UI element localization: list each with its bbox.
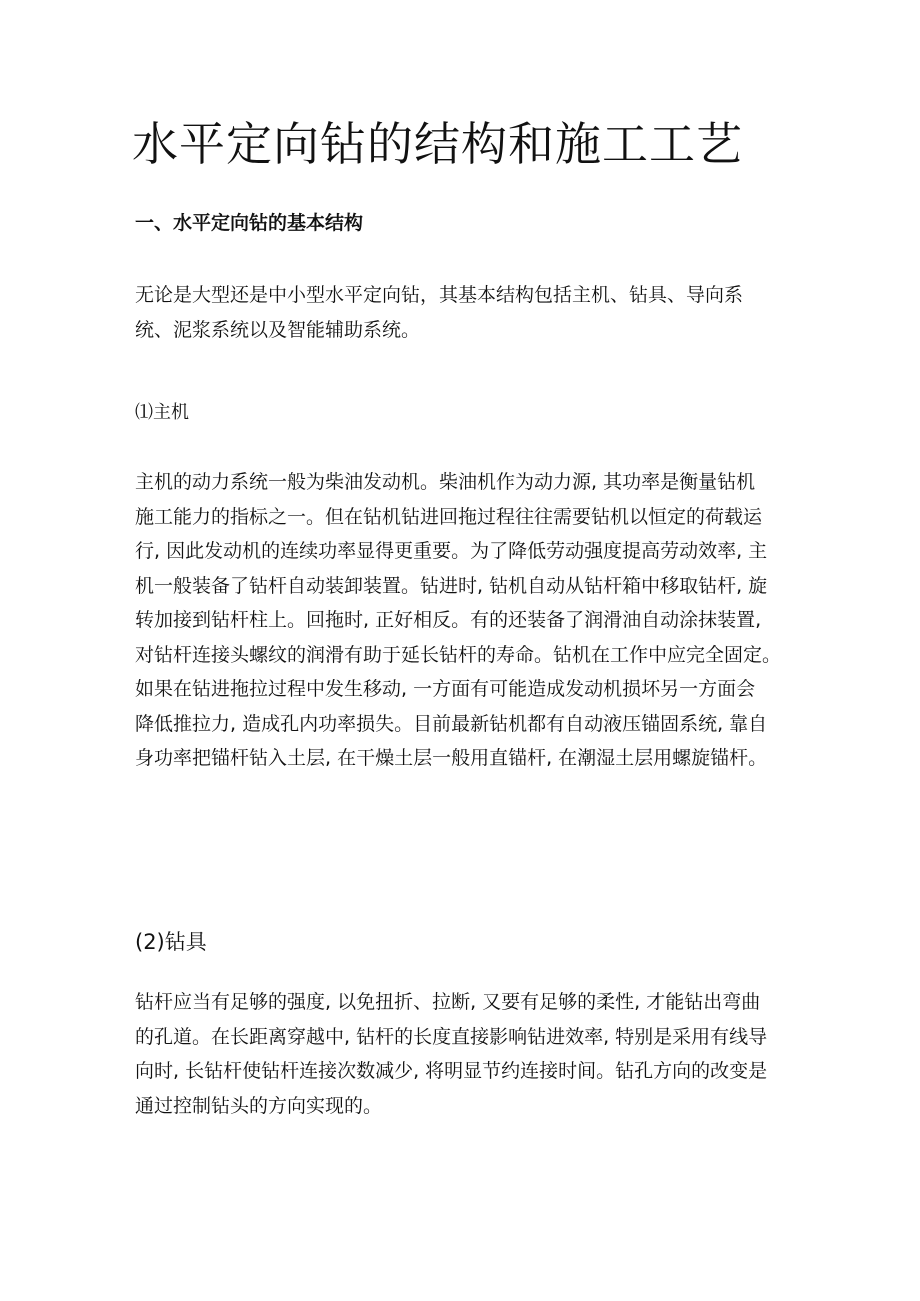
host-paragraph (135, 465, 795, 776)
host-line: 转加接到钻杆柱上。回拖时, 正好相反。有的还装备了润滑油自动涂抹装置, (135, 609, 762, 631)
tools-line: 的孔道。在长距离穿越中, 钻杆的长度直接影响钻进效率, 特别是采用有线导 (135, 1025, 768, 1048)
subheading-drilling-tools: (2)钻具 (135, 930, 207, 954)
subheading-host: ⑴主机 (135, 402, 189, 423)
host-line: 对钻杆连接头螺纹的润滑有助于延长钻杆的寿命。钻机在工作中应完全固定。 (135, 643, 782, 666)
host-line: 施工能力的指标之一。但在钻机钻进回拖过程往往需要钻机以恒定的荷载运 (135, 505, 763, 528)
drilling-tools-paragraph (135, 985, 795, 1123)
tools-line: 钻杆应当有足够的强度, 以免扭折、拉断, 又要有足够的柔性, 才能钻出弯曲 (135, 991, 761, 1013)
host-line: 如果在钻进拖拉过程中发生移动, 一方面有可能造成发动机损坏另一方面会 (135, 678, 756, 700)
host-line: 身功率把锚杆钻入土层, 在干燥土层一般用直锚杆, 在潮湿土层用螺旋锚杆。 (135, 747, 768, 769)
intro-line: 统、泥浆系统以及智能辅助系统。 (135, 318, 421, 341)
host-line: 行, 因此发动机的连续功率显得更重要。为了降低劳动强度提高劳动效率, 主 (135, 540, 768, 562)
tools-line: 通过控制钻头的方向实现的。 (135, 1094, 383, 1117)
host-line: 降低推拉力, 造成孔内功率损失。目前最新钻机都有自动液压锚固系统, 靠自 (135, 712, 768, 735)
section-heading-basic-structure: 一、水平定向钻的基本结构 (135, 212, 364, 234)
host-line: 主机的动力系统一般为柴油发动机。柴油机作为动力源, 其功率是衡量钻机 (135, 471, 756, 493)
document-title: 水平定向钻的结构和施工工艺 (132, 117, 743, 171)
tools-line: 向时, 长钻杆使钻杆连接次数减少, 将明显节约连接时间。钻孔方向的改变是 (135, 1060, 768, 1082)
intro-paragraph (135, 278, 795, 347)
host-line: 机一般装备了钻杆自动装卸装置。钻进时, 钻机自动从钻杆箱中移取钻杆, 旋 (135, 574, 768, 597)
intro-line: 无论是大型还是中小型水平定向钻，其基本结构包括主机、钻具、导向系 (135, 284, 744, 306)
